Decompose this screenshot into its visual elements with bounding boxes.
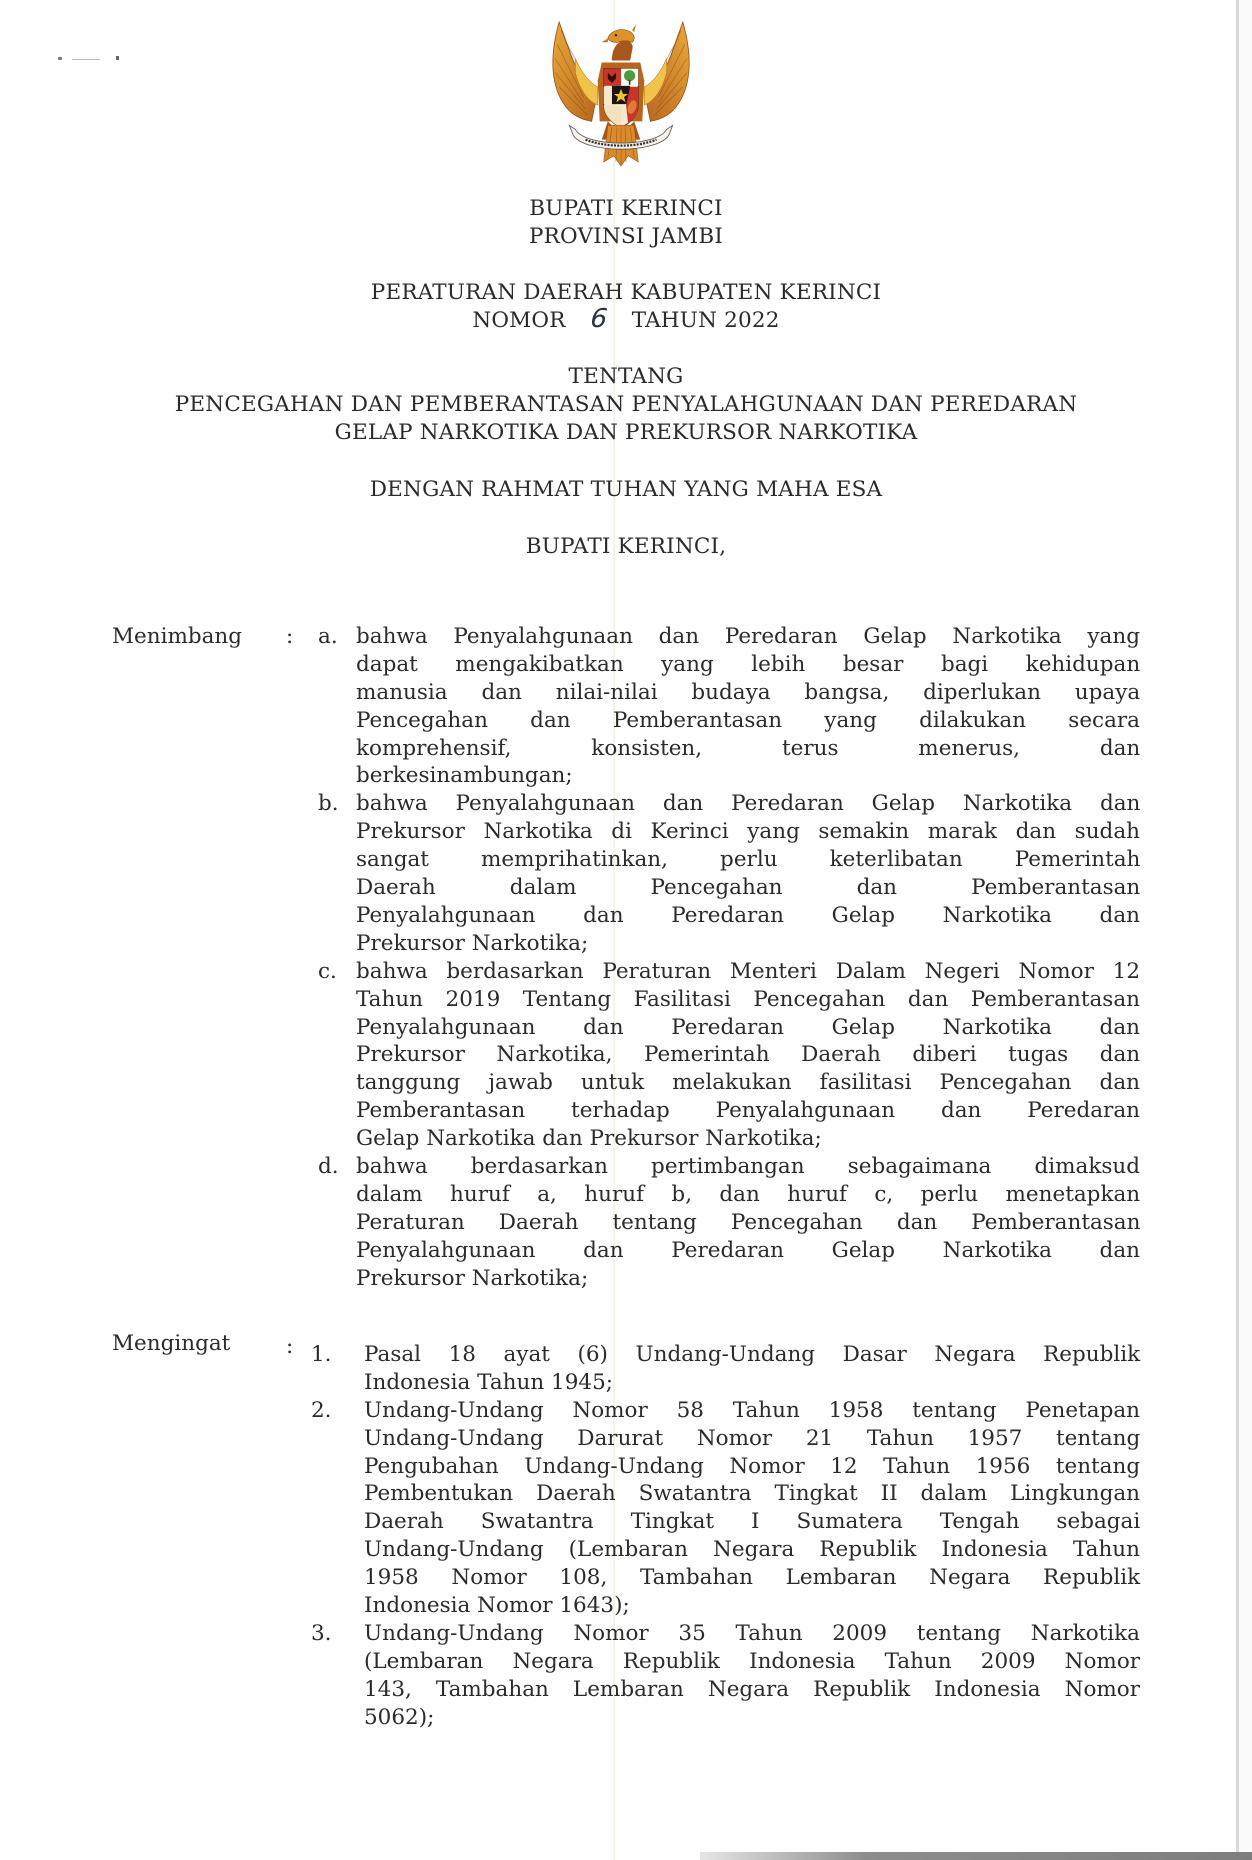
menimbang-item-line: Penyalahgunaan dan Peredaran Gelap Narkotika dan [356,902,1140,928]
menimbang-item-line: Pemberantasan terhadap Penyalahgunaan dan Peredaran [356,1098,1140,1124]
menimbang-item-line: Daerah dalam Pencegahan dan Pemberantasan [356,875,1141,901]
mengingat-colon: : [286,1334,294,1359]
menimbang-colon: : [286,624,294,649]
mengingat-item-marker: 1. [311,1342,332,1367]
menimbang-item-line: bahwa Penyalahgunaan dan Peredaran Gelap Narkotika yang [356,624,1140,649]
mengingat-item-line: (Lembaran Negara Republik Indonesia Tahun 2009 Nomor [364,1648,1141,1674]
menimbang-item-line: komprehensif, konsisten, terus menerus, dan [356,735,1141,761]
menimbang-item-line: Penyalahgunaan dan Peredaran Gelap Narkotika dan [356,1014,1140,1040]
menimbang-item-line: dapat mengakibatkan yang lebih besar bagi kehidupan [356,651,1141,677]
menimbang-item-line: Penyalahgunaan dan Peredaran Gelap Narkotika dan [356,1237,1140,1263]
mengingat-item-line: Indonesia Tahun 1945; [364,1369,614,1395]
menimbang-item-line: tanggung jawab untuk melakukan fasilitasi Pencegahan dan [356,1070,1140,1096]
mengingat-item-marker: 3. [311,1621,332,1646]
mengingat-item [364,1341,1140,1397]
number-prefix: NOMOR [472,308,566,333]
subject-line-1: PENCEGAHAN DAN PEMBERANTASAN PENYALAHGUNAAN DAN PEREDARAN [174,392,1078,417]
issuer: BUPATI KERINCI, [525,534,727,559]
menimbang-item-line: Prekursor Narkotika; [356,1265,589,1291]
menimbang-item-line: Prekursor Narkotika, Pemerintah Daerah diberi tugas dan [356,1042,1141,1068]
scan-bottom-shadow [700,1852,1252,1860]
regulation-year: TAHUN 2022 [631,308,780,333]
menimbang-item-marker: c. [318,958,337,984]
menimbang-item-marker: d. [318,1154,339,1180]
mengingat-item-line: Pengubahan Undang-Undang Nomor 12 Tahun 1956 tentang [364,1453,1141,1479]
mengingat-item-line: Undang-Undang (Lembaran Negara Republik Indonesia Tahun [364,1537,1140,1563]
menimbang-item-line: Prekursor Narkotika; [356,930,589,956]
province-title: PROVINSI JAMBI [528,224,724,249]
menimbang-item [356,790,1140,957]
mengingat-item-line: Undang-Undang Nomor 35 Tahun 2009 tentang Narkotika [364,1621,1140,1646]
menimbang-item-line: sangat memprihatinkan, perlu keterlibatan Pemerintah [356,847,1141,873]
menimbang-item-line: bahwa berdasarkan pertimbangan sebagaimana dimaksud [356,1154,1140,1180]
mengingat-item [364,1620,1140,1732]
menimbang-item [356,958,1140,1153]
mengingat-item-line: Pembentukan Daerah Swatantra Tingkat II dalam Lingkungan [364,1481,1140,1507]
menimbang-item-line: Gelap Narkotika dan Prekursor Narkotika; [356,1126,822,1152]
menimbang-item-marker: a. [318,624,338,649]
menimbang-item-line: berkesinambungan; [356,763,573,789]
office-title: BUPATI KERINCI [529,196,723,221]
menimbang-item-line: Pencegahan dan Pemberantasan yang dilakukan secara [356,707,1140,733]
regulation-title: PERATURAN DAERAH KABUPATEN KERINCI [370,280,882,305]
invocation: DENGAN RAHMAT TUHAN YANG MAHA ESA [369,477,883,502]
handwritten-number: 6 [588,304,609,334]
garuda-pancasila-emblem-icon [545,20,697,172]
mengingat-item-line: 143, Tambahan Lembaran Negara Republik Indonesia Nomor [364,1676,1140,1702]
mengingat-item-line: Pasal 18 ayat (6) Undang-Undang Dasar Negara Republik [364,1342,1141,1367]
menimbang-item-line: Peraturan Daerah tentang Pencegahan dan Pemberantasan [356,1209,1141,1235]
mengingat-item-line: Indonesia Nomor 1643); [364,1593,630,1619]
mengingat-item-line: 1958 Nomor 108, Tambahan Lembaran Negara Republik [364,1565,1141,1591]
menimbang-item-line: dalam huruf a, huruf b, dan huruf c, perlu menetapkan [356,1181,1141,1207]
menimbang-label: Menimbang [112,624,243,649]
mengingat-item-marker: 2. [311,1397,332,1423]
mengingat-item-line: 5062); [364,1704,435,1730]
menimbang-item-line: Prekursor Narkotika di Kerinci yang semakin marak dan sudah [356,819,1140,845]
about-label: TENTANG [568,364,684,389]
menimbang-item [356,623,1140,790]
menimbang-item-line: manusia dan nilai-nilai budaya bangsa, diperlukan upaya [356,679,1141,705]
menimbang-item-line: Tahun 2019 Tentang Fasilitasi Pencegahan dan Pemberantasan [356,986,1140,1012]
mengingat-item-line: Daerah Swatantra Tingkat I Sumatera Tengah sebagai [364,1509,1141,1535]
mengingat-item-line: Undang-Undang Darurat Nomor 21 Tahun 1957 tentang [364,1425,1141,1451]
mengingat-item-line: Undang-Undang Nomor 58 Tahun 1958 tentang Penetapan [364,1397,1141,1423]
regulation-number-line [0,305,1252,335]
menimbang-item-line: bahwa Penyalahgunaan dan Peredaran Gelap Narkotika dan [356,791,1141,817]
scan-corner-mark [50,56,120,62]
menimbang-item [356,1153,1140,1292]
mengingat-item [364,1397,1140,1620]
menimbang-item-marker: b. [318,791,339,817]
subject-line-2: GELAP NARKOTIKA DAN PREKURSOR NARKOTIKA [334,420,918,445]
menimbang-item-line: bahwa berdasarkan Peraturan Menteri Dalam Negeri Nomor 12 [356,958,1140,984]
mengingat-label: Mengingat [112,1331,231,1356]
